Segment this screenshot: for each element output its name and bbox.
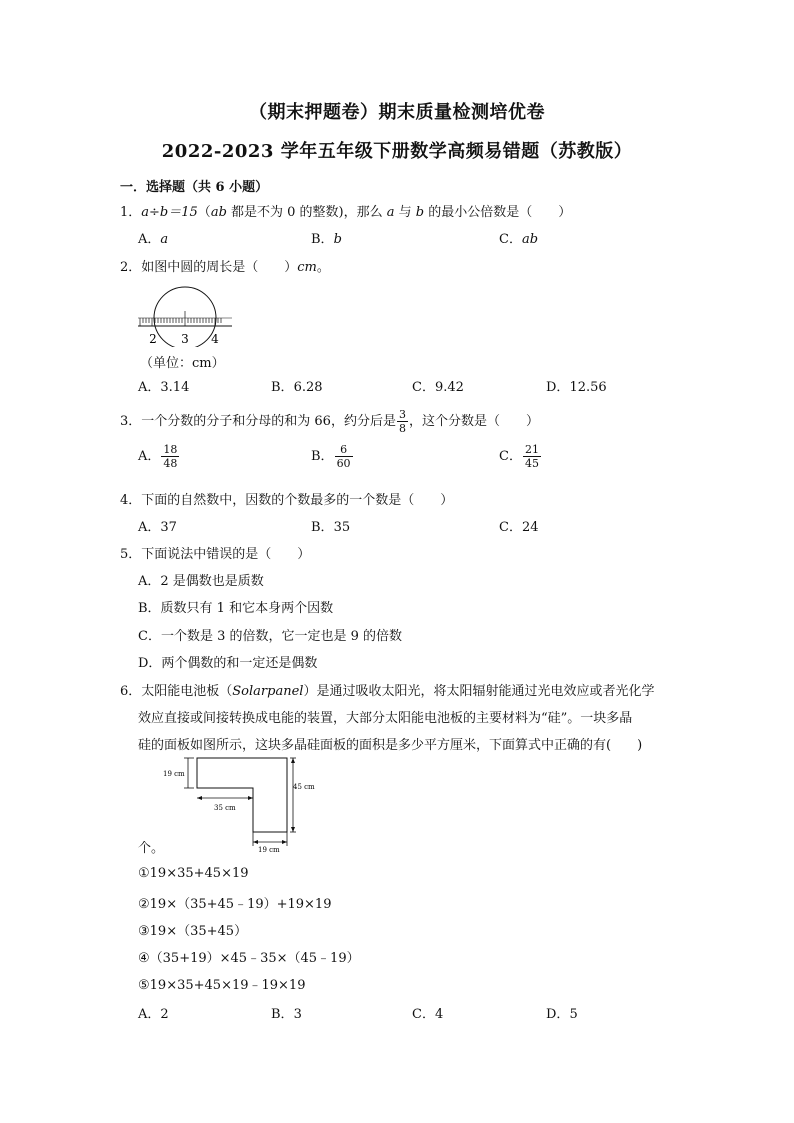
question-1: [120, 201, 571, 220]
ruler-ticks: [140, 311, 221, 326]
question-unit: cm: [297, 260, 317, 275]
q6-option-c[interactable]: [412, 1003, 443, 1022]
option-value: 35: [333, 520, 351, 535]
ruler-tick-label: 2: [149, 332, 157, 346]
option-value: 3: [293, 1007, 302, 1022]
dim-label: 19 cm: [258, 846, 280, 854]
option-label: B．: [271, 380, 294, 395]
q6-option-a[interactable]: [138, 1003, 169, 1022]
option-label: A．: [138, 520, 161, 535]
question-text: 3．一个分数的分子和分母的和为 66，约分后是: [120, 414, 396, 429]
unit-label: （单位：cm）: [140, 356, 225, 371]
formula-5: ⑤19×35+45×19﹣19×19: [138, 978, 306, 993]
q5-option-b[interactable]: B．质数只有 1 和它本身两个因数: [138, 601, 334, 616]
question-text: 都是不为 0 的整数)，那么: [226, 205, 387, 220]
option-label: C．: [499, 449, 522, 464]
option-label: B．: [311, 449, 334, 464]
question-text: （: [197, 205, 211, 220]
question-text: ）是通过吸收太阳光，将太阳辐射能通过光电效应或者光化学: [303, 684, 655, 699]
option-label: D．: [546, 380, 570, 395]
dim-label: 19 cm: [163, 770, 185, 778]
question-text: 与: [394, 205, 416, 220]
fraction: [335, 444, 353, 469]
option-label: B．: [311, 232, 334, 247]
q5-option-c[interactable]: C．一个数是 3 的倍数，它一定也是 9 的倍数: [138, 629, 403, 644]
fraction-denominator: 8: [398, 422, 406, 435]
q4-option-c[interactable]: [499, 516, 539, 535]
question-term: Solarpanel: [232, 684, 304, 699]
q2-option-c[interactable]: [412, 376, 464, 395]
page-subtitle: 2022-2023 学年五年级下册数学高频易错题（苏教版）: [161, 141, 633, 162]
question-6-line-1: [120, 680, 654, 699]
q3-option-c[interactable]: [499, 444, 542, 469]
q2-option-b[interactable]: [271, 376, 323, 395]
dim-label: 45 cm: [293, 783, 315, 791]
ruler-tick-label: 3: [181, 332, 189, 346]
option-value: a: [160, 232, 169, 247]
question-6-line-3: 硅的面板如图所示，这块多晶硅面板的面积是多少平方厘米，下面算式中正确的有( ): [138, 738, 643, 753]
option-value: 6.28: [293, 380, 323, 395]
option-value: b: [333, 232, 342, 247]
question-6-line-4: 个。: [138, 841, 165, 856]
dim-label: 35 cm: [214, 804, 236, 812]
q5-option-a[interactable]: A．2 是偶数也是质数: [138, 574, 264, 589]
question-text: 2．如图中圆的周长是（ ）: [120, 260, 298, 275]
q5-option-d[interactable]: D．两个偶数的和一定还是偶数: [138, 656, 318, 671]
option-label: C．: [412, 380, 435, 395]
question-text: 的最小公倍数是（ ）: [424, 205, 572, 220]
q3-option-a[interactable]: [138, 444, 180, 469]
question-variable: a: [386, 205, 395, 220]
page-title: （期末押题卷）期末质量检测培优卷: [249, 102, 545, 123]
section-header: 一．选择题（共 6 小题）: [120, 180, 269, 195]
option-value: 3.14: [160, 380, 190, 395]
q6-option-b[interactable]: [271, 1003, 302, 1022]
option-value: 37: [160, 520, 177, 535]
formula-3: ③19×（35+45）: [138, 924, 248, 939]
formula-2: ②19×（35+45﹣19）+19×19: [138, 897, 332, 912]
option-label: B．: [271, 1007, 294, 1022]
fraction-numerator: 6: [335, 444, 353, 457]
option-label: A．: [138, 449, 161, 464]
fraction: [397, 409, 408, 434]
panel-shape: [197, 758, 287, 832]
fraction-numerator: 3: [398, 408, 406, 421]
option-label: B．: [311, 520, 334, 535]
option-value: 12.56: [569, 380, 607, 395]
option-value: 4: [434, 1007, 444, 1022]
fraction-numerator: 21: [524, 443, 539, 456]
q4-option-b[interactable]: [311, 516, 350, 535]
question-4: 4．下面的自然数中，因数的个数最多的一个数是（ ）: [120, 493, 454, 508]
option-value: 24: [521, 520, 539, 535]
option-value: 2: [160, 1007, 169, 1022]
question-text: ，这个分数是（ ）: [408, 414, 539, 429]
fraction-numerator: 18: [163, 443, 178, 456]
question-6-line-2: 效应直接或间接转换成电能的装置，大部分太阳能电池板的主要材料为“硅”。一块多晶: [138, 711, 633, 726]
q6-option-d[interactable]: [546, 1003, 578, 1022]
circle-ruler-figure: [136, 283, 236, 347]
question-5: 5．下面说法中错误的是（ ）: [120, 547, 311, 562]
option-label: C．: [412, 1007, 435, 1022]
solar-panel-figure: [160, 754, 330, 856]
q1-option-c[interactable]: [499, 228, 538, 247]
q2-option-d[interactable]: [546, 376, 607, 395]
fraction-denominator: 60: [336, 457, 351, 470]
fraction-denominator: 48: [163, 457, 178, 470]
option-label: A．: [138, 232, 161, 247]
formula-4: ④（35+19）×45﹣35×（45﹣19）: [138, 951, 360, 966]
question-expression: a÷b＝15: [141, 205, 198, 220]
option-value: 5: [569, 1007, 578, 1022]
q4-option-a[interactable]: [138, 516, 177, 535]
q2-option-a[interactable]: [138, 376, 189, 395]
formula-1: ①19×35+45×19: [138, 866, 249, 881]
fraction: [161, 444, 179, 469]
option-value: ab: [521, 232, 539, 247]
question-variable: ab: [210, 205, 227, 220]
option-label: C．: [499, 520, 522, 535]
question-text: 6．太阳能电池板（: [120, 684, 233, 699]
q1-option-b[interactable]: [311, 228, 342, 247]
fraction: [523, 444, 541, 469]
option-value: 9.42: [434, 380, 464, 395]
question-3: [120, 409, 539, 434]
fraction-denominator: 45: [524, 457, 539, 470]
q1-option-a[interactable]: [138, 228, 168, 247]
question-text: 。: [316, 260, 330, 275]
q3-option-b[interactable]: [311, 444, 354, 469]
option-label: D．: [546, 1007, 570, 1022]
option-label: C．: [499, 232, 522, 247]
option-label: A．: [138, 1007, 161, 1022]
ruler-tick-label: 4: [211, 332, 219, 346]
option-label: A．: [138, 380, 161, 395]
question-2: [120, 256, 330, 275]
question-variable: b: [415, 205, 425, 220]
question-number: 1．: [120, 205, 142, 220]
